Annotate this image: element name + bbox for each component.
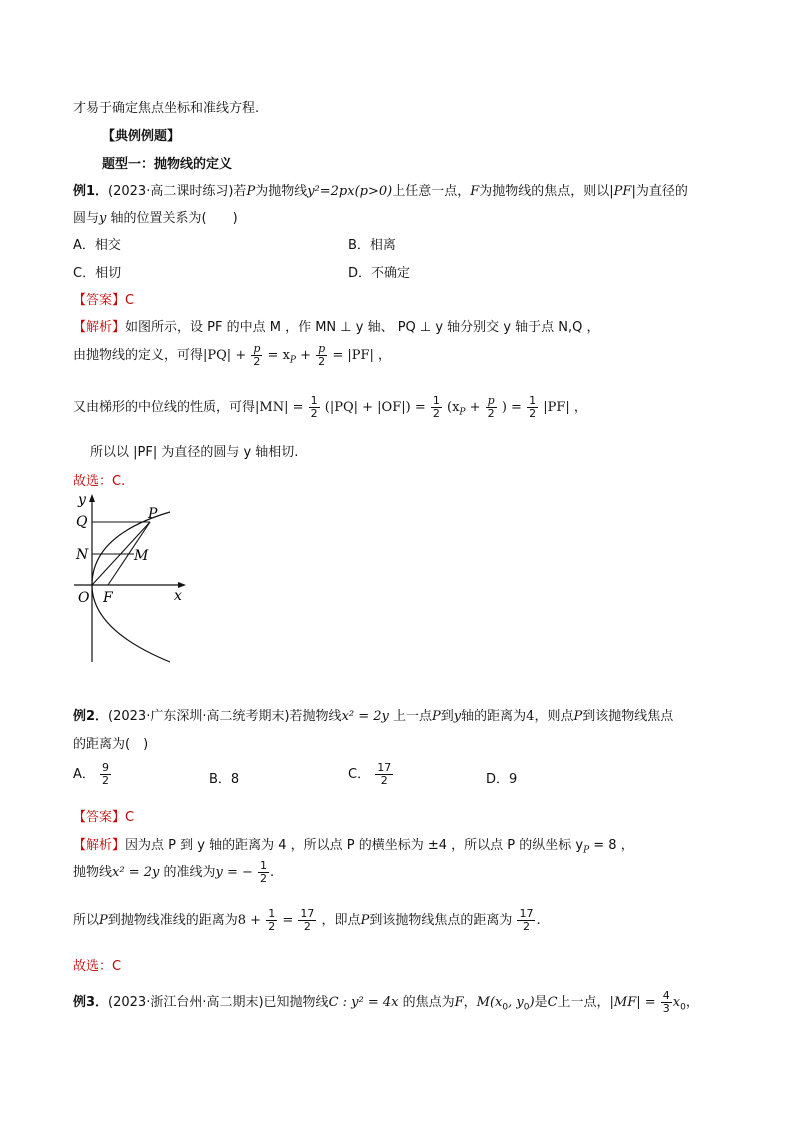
fraction: $\frac{p}{2}$: [253, 342, 261, 368]
math: ): [529, 995, 535, 1010]
math: |MN| =: [255, 400, 304, 415]
text: 的准线为: [159, 865, 216, 880]
text: 又由梯形的中位线的性质，可得: [73, 400, 256, 415]
text: 抛物线: [73, 865, 113, 880]
text: 到该抛物线焦点的距离为: [369, 913, 513, 928]
text: A．: [73, 767, 95, 782]
example-2-label: 例2．: [73, 709, 109, 724]
text: ，: [463, 995, 477, 1010]
example-1-analysis-line3: [73, 395, 587, 420]
equation: x² = 2y: [112, 865, 160, 880]
text: 轴的位置关系为( ): [106, 211, 238, 226]
example-1-answer: 【答案】C: [73, 293, 135, 308]
label-n: N: [76, 547, 89, 563]
parabola-figure: [70, 490, 190, 665]
example-1-choose: 故选：C.: [73, 474, 126, 489]
fraction: $\frac{1}{2}$: [529, 394, 537, 420]
math: =: [282, 913, 294, 928]
math: |MF| =: [609, 995, 656, 1010]
text: 若: [233, 184, 247, 199]
example-1-analysis-line1: [73, 316, 600, 335]
math: ) =: [501, 400, 522, 415]
subscript: P: [289, 355, 296, 366]
var-p: P: [99, 913, 108, 928]
subscript: 0: [502, 1002, 509, 1013]
example-2-choose: 故选：C: [73, 959, 122, 974]
var-f: F: [454, 995, 464, 1010]
equation: x² = 2y: [341, 709, 389, 724]
section-title: 【典例例题】: [102, 129, 181, 144]
ex2-option-c: [348, 762, 394, 787]
math: = x: [267, 348, 290, 363]
label-x: x: [174, 588, 182, 604]
fraction: $\frac{17}{2}$: [519, 907, 534, 933]
analysis-label: 【解析】: [73, 838, 126, 853]
text: 是: [534, 995, 548, 1010]
parabola-curve: [92, 512, 170, 662]
math: x: [672, 995, 681, 1010]
text: ，则点: [534, 709, 574, 724]
math: 8 +: [237, 913, 262, 928]
text: ，: [685, 995, 699, 1010]
example-1-label: 例1．: [73, 184, 109, 199]
fraction: $\frac{1}{2}$: [310, 394, 318, 420]
example-3-question-line1: [73, 990, 699, 1015]
fraction: $\frac{4}{3}$: [662, 989, 670, 1015]
math: M(x: [476, 995, 503, 1010]
fraction: $\frac{p}{2}$: [318, 342, 326, 368]
var-y: y: [99, 211, 107, 226]
label-m: M: [134, 548, 149, 564]
label-o: O: [78, 590, 90, 606]
subscript: 0: [680, 1002, 686, 1013]
label-q: Q: [76, 514, 88, 530]
example-2-analysis-line2: [73, 860, 274, 885]
fraction: $\frac{p}{2}$: [487, 394, 495, 420]
example-2-analysis-line3: [73, 908, 541, 933]
label-p: P: [148, 506, 158, 522]
subscript: 0: [523, 1002, 530, 1013]
option-d: D．不确定: [348, 266, 411, 281]
text: 上任意一点，: [392, 184, 471, 199]
y-axis-arrow-icon: [89, 494, 95, 502]
text: |为直径的: [631, 184, 688, 199]
ex2-option-d: D．9: [486, 772, 518, 787]
fraction: $\frac{1}{2}$: [268, 907, 276, 933]
fraction: $\frac{1}{2}$: [260, 859, 268, 885]
example-1-analysis-line2: [73, 343, 391, 368]
text: 如图所示，设 PF 的中点 M ，作 MN ⊥ y 轴、 PQ ⊥ y 轴分别交 y 轴于点 N,Q ，: [125, 320, 600, 335]
text: 若抛物线: [289, 709, 342, 724]
fraction: $\frac{1}{2}$: [432, 394, 440, 420]
example-3-label: 例3．: [73, 995, 109, 1010]
equation: C : y² = 4x: [328, 995, 399, 1010]
math: +: [295, 348, 311, 363]
analysis-label: 【解析】: [73, 320, 126, 335]
option-a: A．相交: [73, 238, 121, 253]
example-2-question-line1: [73, 705, 673, 724]
var-y: y: [453, 709, 462, 724]
text: 所以: [73, 913, 100, 928]
label-f: F: [103, 590, 113, 606]
text: = 8 ，: [589, 838, 634, 853]
ex2-option-a: [73, 762, 112, 787]
example-2-question-line2: 的距离为( ): [73, 737, 149, 752]
text: .: [270, 865, 275, 880]
option-b: B．相离: [348, 238, 396, 253]
option-c: C．相切: [73, 266, 122, 281]
fraction: $\frac{9}{2}$: [102, 761, 110, 787]
text: 到: [440, 709, 454, 724]
example-1-source: (2023·高二课时练习): [108, 184, 234, 199]
var-pf: PF: [613, 184, 632, 199]
fraction: $\frac{17}{2}$: [300, 907, 315, 933]
text: 轴的距离为: [461, 709, 527, 724]
text: .: [536, 913, 541, 928]
example-1-analysis-line4: 所以以 |PF| 为直径的圆与 y 轴相切.: [90, 445, 299, 460]
math: |PF| ，: [543, 400, 587, 415]
math: +: [465, 400, 481, 415]
var-p: P: [246, 184, 256, 199]
var-p: P: [432, 709, 441, 724]
text: 上一点: [388, 709, 433, 724]
math: (x: [447, 400, 460, 415]
example-2-answer: 【答案】C: [73, 810, 135, 825]
subscript: P: [459, 407, 466, 418]
example-2-source: (2023·广东深圳·高二统考期末): [108, 709, 290, 724]
subscript: P: [583, 845, 590, 856]
math: 4: [526, 709, 535, 724]
text: 因为点 P 到 y 轴的距离为 4 ，所以点 P 的横坐标为 ±4 ，所以点 P 的纵坐标 y: [125, 838, 584, 853]
intro-line: 才易于确定焦点坐标和准线方程.: [73, 101, 260, 116]
var-p: P: [573, 709, 583, 724]
text: 已知抛物线: [263, 995, 329, 1010]
example-1-question-line1: [73, 180, 688, 199]
text: 圆与: [73, 211, 100, 226]
label-y: y: [78, 492, 86, 508]
equation: y²=2px(p>0): [307, 184, 393, 199]
ex2-option-b: B．8: [209, 772, 240, 787]
text: 到抛物线准线的距离为: [107, 913, 238, 928]
math: , y: [508, 995, 524, 1010]
text: 的焦点为: [398, 995, 455, 1010]
text: 由抛物线的定义，可得: [73, 348, 204, 363]
fraction: $\frac{17}{2}$: [377, 761, 392, 787]
math: = |PF| ，: [332, 348, 392, 363]
text: 为抛物线: [255, 184, 308, 199]
var-c: C: [547, 995, 558, 1010]
var-p: P: [360, 913, 370, 928]
math: |PQ| +: [203, 348, 247, 363]
text: 到该抛物线焦点: [582, 709, 674, 724]
text: ，即点: [321, 913, 361, 928]
text: C．: [348, 767, 371, 782]
example-2-analysis-line1: [73, 834, 634, 856]
example-1-question-line2: [73, 207, 238, 226]
type-title: 题型一：抛物线的定义: [102, 157, 233, 172]
var-f: F: [470, 184, 480, 199]
math: (|PQ| + |OF|) =: [324, 400, 426, 415]
text: 上一点，: [557, 995, 610, 1010]
example-3-source: (2023·浙江台州·高二期末): [108, 995, 264, 1010]
equation: y = −: [215, 865, 253, 880]
text: 为抛物线的焦点，则以|: [479, 184, 614, 199]
